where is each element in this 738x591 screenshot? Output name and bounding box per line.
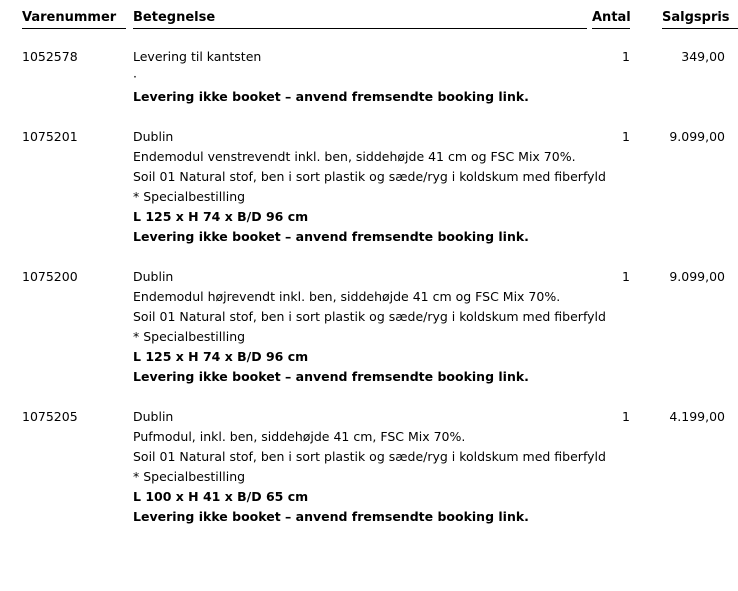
item-betegnelse <box>133 127 606 247</box>
item-salgspris: 4.199,00 <box>669 409 725 424</box>
header-divider <box>592 28 630 29</box>
item-description-line: Levering ikke booket – anvend fremsendte booking link. <box>133 369 529 384</box>
header-salgspris: Salgspris <box>662 10 730 25</box>
item-description-line: Dublin <box>133 409 174 424</box>
header-varenummer: Varenummer <box>22 10 117 25</box>
item-varenummer: 1052578 <box>22 49 78 64</box>
item-description-line: Endemodul højrevendt inkl. ben, siddehøjde 41 cm og FSC Mix 70%. <box>133 289 561 304</box>
item-description-line: Endemodul venstrevendt inkl. ben, siddehøjde 41 cm og FSC Mix 70%. <box>133 149 576 164</box>
header-divider <box>22 28 126 29</box>
item-varenummer: 1075201 <box>22 129 78 144</box>
item-betegnelse <box>133 47 529 107</box>
item-antal: 1 <box>622 49 630 64</box>
header-divider <box>662 28 738 29</box>
item-description-line: Soil 01 Natural stof, ben i sort plastik og sæde/ryg i koldskum med fiberfyld <box>133 449 606 464</box>
item-description-line: · <box>133 69 137 84</box>
item-description-line: Soil 01 Natural stof, ben i sort plastik og sæde/ryg i koldskum med fiberfyld <box>133 309 606 324</box>
item-description-line: Dublin <box>133 269 174 284</box>
item-description-line: Levering til kantsten <box>133 49 262 64</box>
item-salgspris: 349,00 <box>681 49 725 64</box>
header-betegnelse: Betegnelse <box>133 10 216 25</box>
item-description-line: Levering ikke booket – anvend fremsendte booking link. <box>133 229 529 244</box>
item-description-line: Dublin <box>133 129 174 144</box>
table-header <box>0 0 738 30</box>
item-betegnelse <box>133 267 606 387</box>
item-description-line: * Specialbestilling <box>133 469 246 484</box>
header-antal: Antal <box>592 10 631 25</box>
item-varenummer: 1075205 <box>22 409 78 424</box>
item-antal: 1 <box>622 129 630 144</box>
item-description-line: L 100 x H 41 x B/D 65 cm <box>133 489 309 504</box>
item-varenummer: 1075200 <box>22 269 78 284</box>
item-description-line: Levering ikke booket – anvend fremsendte booking link. <box>133 509 529 524</box>
item-description-line: Levering ikke booket – anvend fremsendte booking link. <box>133 89 529 104</box>
header-divider <box>133 28 587 29</box>
item-betegnelse <box>133 407 606 527</box>
item-description-line: Pufmodul, inkl. ben, siddehøjde 41 cm, FSC Mix 70%. <box>133 429 466 444</box>
item-description-line: L 125 x H 74 x B/D 96 cm <box>133 349 309 364</box>
item-salgspris: 9.099,00 <box>669 129 725 144</box>
item-description-line: Soil 01 Natural stof, ben i sort plastik og sæde/ryg i koldskum med fiberfyld <box>133 169 606 184</box>
item-description-line: * Specialbestilling <box>133 189 246 204</box>
item-salgspris: 9.099,00 <box>669 269 725 284</box>
item-description-line: * Specialbestilling <box>133 329 246 344</box>
item-antal: 1 <box>622 409 630 424</box>
item-description-line: L 125 x H 74 x B/D 96 cm <box>133 209 309 224</box>
item-antal: 1 <box>622 269 630 284</box>
